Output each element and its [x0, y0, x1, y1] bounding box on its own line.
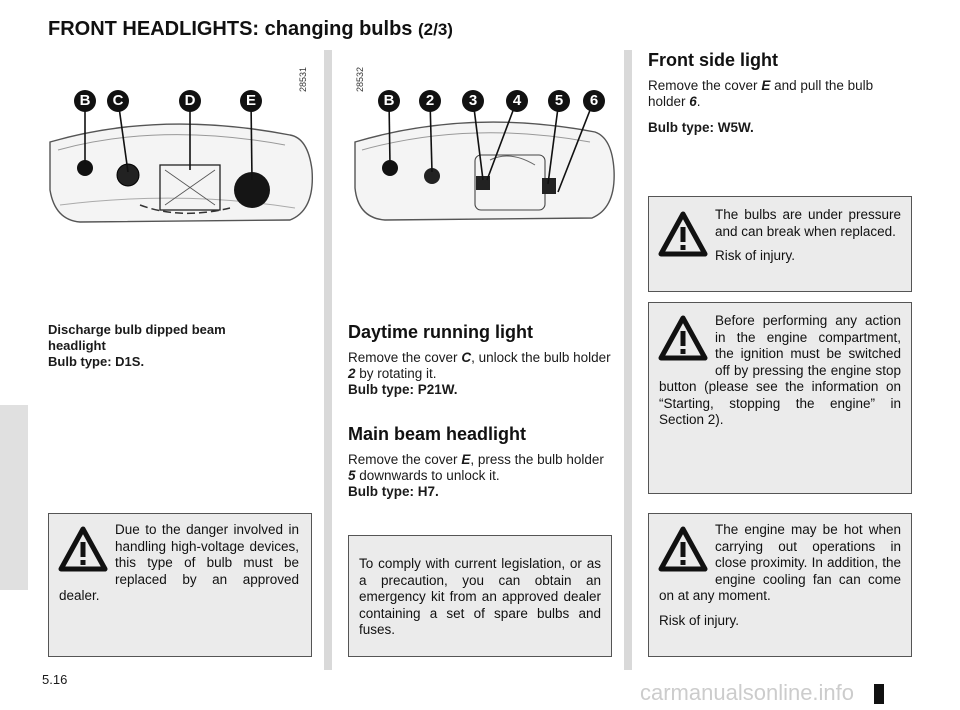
- figure-label-b: B: [74, 90, 96, 112]
- drl-instructions: Remove the cover C, unlock the bulb holder 2 by rotating it. Bulb type: P21W.: [348, 350, 611, 397]
- figure-label-c: C: [107, 90, 129, 112]
- main-beam-instructions: Remove the cover E, press the bulb holder 5 downwards to unlock it. Bulb type: H7.: [348, 452, 604, 499]
- warning-box-high-voltage: [48, 513, 312, 657]
- section-tab: [0, 405, 28, 590]
- column-divider-left: [324, 50, 332, 670]
- figure-label-d: D: [179, 90, 201, 112]
- figure-label-e: E: [240, 90, 262, 112]
- figure-ref-right: 28532: [355, 66, 365, 92]
- main-beam-bulb-type: Bulb type: H7.: [348, 484, 439, 499]
- figure-label-4: 4: [506, 90, 528, 112]
- note-box-emergency-kit: [348, 535, 612, 657]
- drl-heading: Daytime running light: [348, 322, 534, 342]
- warning-text-injury-2: Risk of injury.: [659, 612, 740, 628]
- front-side-light-instructions: Remove the cover E and pull the bulb holder 6.: [648, 78, 874, 109]
- warning-text-injury: Risk of injury.: [715, 248, 796, 263]
- drl-bulb-type: Bulb type: P21W.: [348, 382, 458, 397]
- figure-ref-left: 28531: [298, 66, 308, 92]
- warning-box-pressure: [648, 196, 912, 292]
- left-caption: Discharge bulb dipped beam headlight Bulb type: D1S.: [48, 322, 226, 369]
- note-text-emergency-kit: To comply with current legislation, or as a precaution, you can obtain an emergency kit from an approved dealer containing a set of spare bulbs and fuses.: [359, 556, 601, 637]
- warning-text-pressure: The bulbs are under pressure and can break when replaced.: [715, 207, 901, 239]
- warning-triangle-icon: [658, 211, 708, 257]
- warning-text-hot-engine: The engine may be hot when carrying out operations in close proximity. In addition, the engine cooling fan can come on at any moment.: [659, 522, 901, 603]
- warning-text-ignition: Before performing any action in the engine compartment, the ignition must be switched off by pressing the engine stop button (please see the information on “Starting, stopping the engine” in Section 2).: [659, 313, 901, 427]
- front-side-light-bulb-type: Bulb type: W5W.: [648, 120, 754, 135]
- main-beam-heading: Main beam headlight: [348, 424, 527, 444]
- page-marker: [874, 684, 884, 704]
- figure-label-2: 2: [419, 90, 441, 112]
- page-part: (2/3): [418, 20, 453, 39]
- warning-text-high-voltage: Due to the danger involved in handling high-voltage devices, this type of bulb must be replaced by an approved dealer.: [59, 522, 299, 603]
- figure-label-3: 3: [462, 90, 484, 112]
- footer-watermark: carmanualsonline.info: [640, 680, 855, 705]
- figure-label-5: 5: [548, 90, 570, 112]
- warning-box-ignition: [648, 302, 912, 494]
- column-divider-right: [624, 50, 632, 670]
- warning-box-hot-engine: [648, 513, 912, 657]
- figure-label-6: 6: [583, 90, 605, 112]
- page-number: 5.16: [42, 672, 68, 687]
- page-title: FRONT HEADLIGHTS: changing bulbs (2/3): [48, 18, 453, 40]
- figure-label-b-right: B: [378, 90, 400, 112]
- front-side-light-heading: Front side light: [648, 50, 778, 70]
